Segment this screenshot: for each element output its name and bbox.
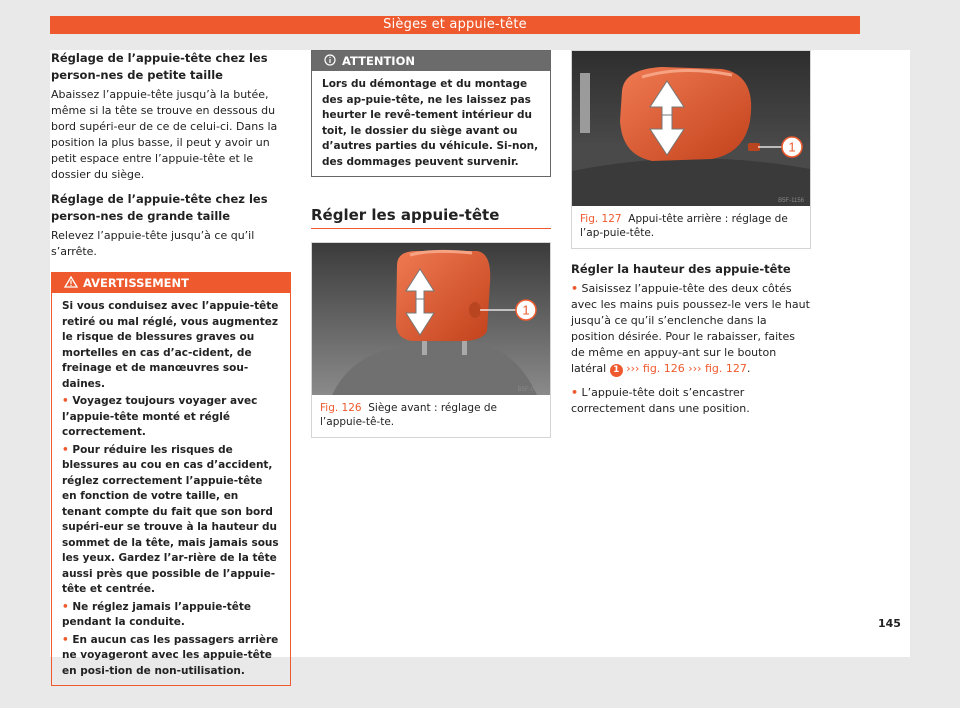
bullet-dot: • [62, 600, 69, 613]
page-header: Sièges et appuie-tête [50, 16, 860, 34]
warning-bullet [62, 443, 280, 598]
bullet-dot: • [571, 386, 579, 399]
paragraph-small-persons: Abaissez l’appuie-tête jusqu’à la butée, même si la tête se trouve en dessous du bord supéri-eur de ce de celui-ci. Dans la position la plus basse, il peut y avoir un petit espace entre l’appuie-tête et le dossier du siège. [51, 88, 278, 181]
bullet-dot: • [62, 395, 69, 407]
bullet-dot: • [62, 633, 69, 646]
instruction-text: Saisissez l’appuie-tête des deux côtés avec les mains puis poussez-le vers le haut jusqu’à ce qu’il s’enclenche dans la position désirée. Pour le rabaisser, faites de même en appuy-ant sur le bouton latéral [571, 282, 810, 375]
column-middle [311, 50, 551, 438]
section-title: Régler les appuie-tête [311, 207, 551, 229]
heading-adjust-height: Régler la hauteur des appuie-tête [571, 262, 791, 276]
rear-seat-headrest-illustration [572, 51, 810, 206]
link-fig-126[interactable]: ››› fig. 126 [626, 362, 685, 375]
warning-bullet [62, 600, 280, 631]
heading-tall-persons: Réglage de l’appuie-tête chez les person-nes de grande taille [51, 192, 268, 223]
warning-triangle-icon [64, 274, 78, 286]
figure-number: Fig. 126 [320, 402, 362, 414]
info-circle-icon [324, 52, 336, 64]
warning-bullet-text: En aucun cas les passagers arrière ne voyageront avec les appuie-tête en posi-tion de non-utilisation. [62, 633, 279, 677]
figure-callout-label: 1 [522, 302, 530, 318]
instruction-bullet [571, 385, 811, 417]
sentence-end: . [746, 362, 751, 375]
figure-126 [311, 242, 551, 438]
heading-small-persons: Réglage de l’appuie-tête chez les person-nes de petite taille [51, 51, 268, 82]
instruction-text: L’appuie-tête doit s’encastrer correctement dans une position. [571, 386, 750, 415]
figure-caption-text: Siège avant : réglage de l’appuie-tê-te. [320, 402, 497, 428]
attention-header [312, 51, 550, 71]
warning-bullet [62, 633, 280, 680]
figure-127 [571, 50, 811, 249]
attention-box [311, 50, 551, 177]
warning-bullet-text: Ne réglez jamais l’appuie-tête pendant la conduite. [62, 600, 251, 628]
figure-code: B5F-0977 [517, 387, 544, 393]
figure-code: B5F-1156 [778, 198, 804, 204]
warning-bullet-text: Pour réduire les risques de blessures au cou en cas d’accident, réglez correctement l’appuie-tête en fonction de votre taille, en tenant compte du fait que son bord supéri-eur se trouve à la hauteur du sommet de la tête, mais jamais sous les yeux. Gardez l’ar-rière de la tête aussi près que possible de l’appuie-tête et centrée. [62, 443, 279, 595]
figure-number: Fig. 127 [580, 213, 622, 225]
warning-body [52, 293, 290, 685]
front-seat-headrest-illustration [312, 243, 550, 395]
page-number: 145 [878, 617, 901, 630]
paragraph-tall-persons: Relevez l’appuie-tête jusqu’à ce qu’il s’arrête. [51, 229, 255, 258]
column-left [51, 50, 291, 686]
attention-body: Lors du démontage et du montage des ap-puie-tête, ne les laissez pas heurter le revê-tement intérieur du toit, le dossier du siège avant ou d’autres parties du véhicule. Si-non, des dommages peuvent survenir. [322, 78, 539, 168]
warning-intro: Si vous conduisez avec l’appuie-tête retiré ou mal réglé, vous augmentez le risque de blessures graves ou mortelles en cas d’ac-cident, de freinage et de manœuvres sou-daines. [62, 300, 279, 390]
warning-header [52, 273, 290, 293]
link-fig-127[interactable]: ››› fig. 127 [688, 362, 747, 375]
attention-title: ATTENTION [342, 54, 415, 68]
bullet-dot: • [571, 282, 579, 295]
instruction-bullet [571, 281, 811, 377]
figure-callout-label: 1 [788, 139, 796, 155]
callout-1-badge: 1 [610, 364, 623, 377]
figure-caption [572, 206, 810, 248]
figure-caption-text: Appui-tête arrière : réglage de l’ap-puie-tête. [580, 213, 788, 239]
warning-box [51, 272, 291, 686]
column-right [571, 50, 811, 425]
warning-bullet [62, 394, 280, 441]
bullet-dot: • [62, 443, 69, 456]
warning-title: AVERTISSEMENT [83, 276, 190, 290]
figure-caption [312, 395, 550, 437]
warning-bullet-text: Voyagez toujours voyager avec l’appuie-tête monté et réglé correctement. [62, 395, 258, 438]
